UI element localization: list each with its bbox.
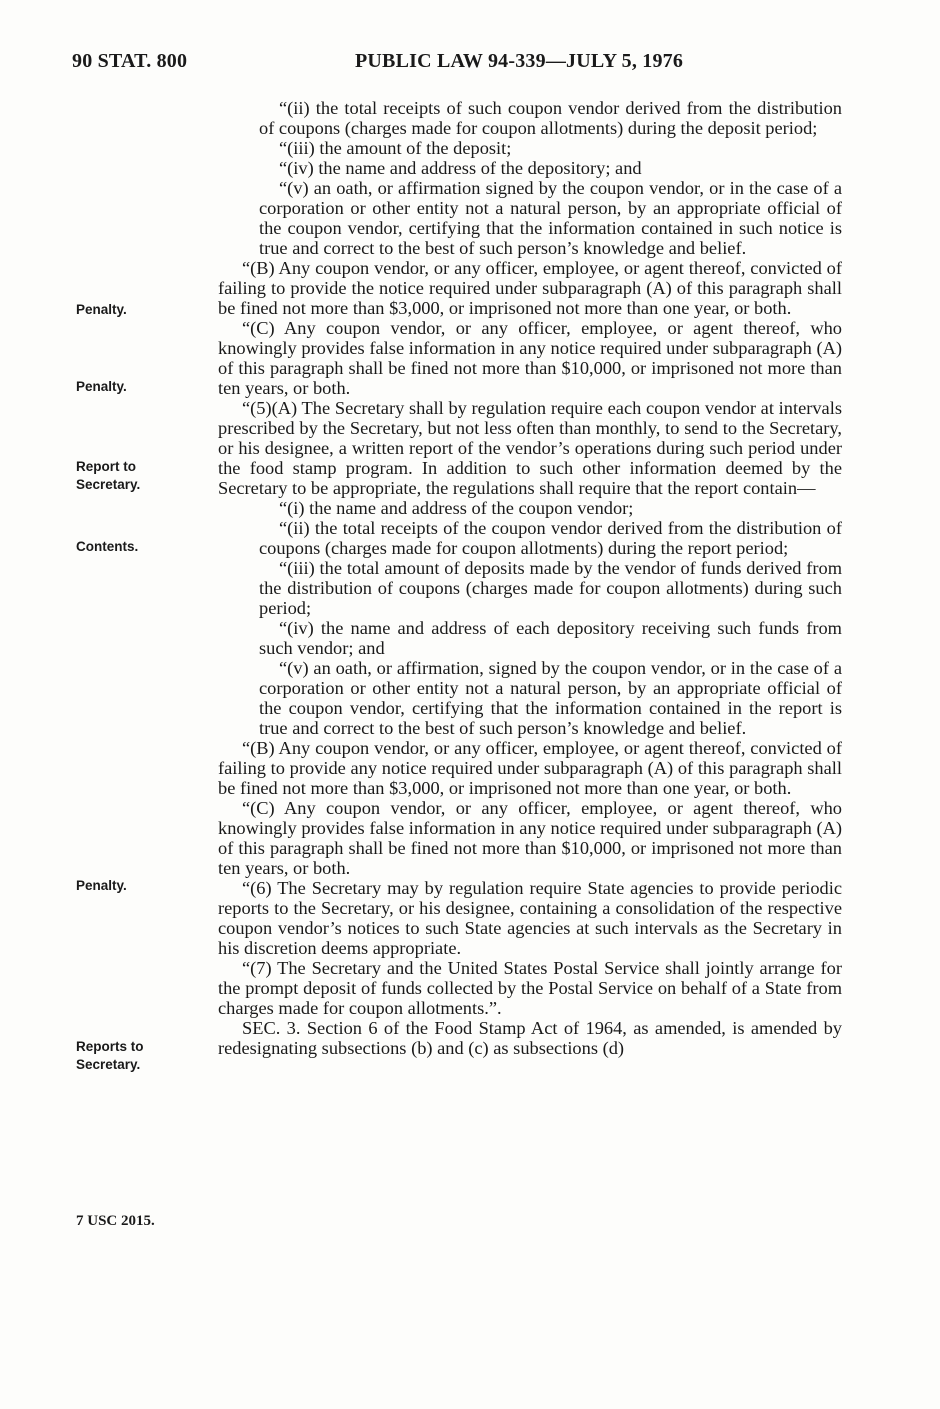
statute-paragraph: “(B) Any coupon vendor, or any officer, employee, or agent thereof, convicted of failing to provide the notice required under subparagraph (A) of this paragraph shall be fined not more than $3,000, or imprisoned not more than one year, or both. bbox=[218, 258, 842, 318]
statute-paragraph: “(i) the name and address of the coupon vendor; bbox=[279, 498, 634, 518]
statute-paragraph: “(C) Any coupon vendor, or any officer, employee, or agent thereof, who knowingly provides false information in any notice required under subparagraph (A) of this paragraph shall be fined not more than $10,000, or imprisoned not more than ten years, or both. bbox=[218, 318, 842, 398]
margin-note-reports-to-secretary: Reports to Secretary. bbox=[76, 1039, 144, 1072]
statute-paragraph: “(v) an oath, or affirmation, signed by the coupon vendor, or in the case of a corporation or other entity not a natural person, by an appropriate official of the coupon vendor, certifying that the information contained in the report is true and correct to the best of such person’s knowledge and belief. bbox=[259, 658, 842, 738]
statute-paragraph: “(C) Any coupon vendor, or any officer, employee, or agent thereof, who knowingly provides false information in any notice required under subparagraph (A) of this paragraph shall be fined not more than $10,000, or imprisoned not more than ten years, or both. bbox=[218, 798, 842, 878]
statute-paragraph: “(ii) the total receipts of such coupon vendor derived from the distribution of coupons (charges made for coupon allotments) during the deposit period; bbox=[259, 98, 842, 138]
statute-paragraph: “(B) Any coupon vendor, or any officer, employee, or agent thereof, convicted of failing to provide any notice required under subparagraph (A) of this paragraph shall be fined not more than $3,000, or imprisoned not more than one year, or both. bbox=[218, 738, 842, 798]
statute-paragraph: “(iii) the amount of the deposit; bbox=[279, 138, 512, 158]
margin-note-penalty: Penalty. bbox=[76, 379, 127, 394]
statute-paragraph: “(v) an oath, or affirmation signed by the coupon vendor, or in the case of a corporation or other entity not a natural person, by an appropriate official of the coupon vendor, certifying that the information contained in such notice is true and correct to the best of such person’s knowledge and belief. bbox=[259, 178, 842, 258]
margin-note-penalty: Penalty. bbox=[76, 302, 127, 317]
statute-paragraph: “(iv) the name and address of each depository receiving such funds from such vendor; and bbox=[259, 618, 842, 658]
margin-note-contents: Contents. bbox=[76, 539, 139, 554]
statute-text bbox=[218, 98, 842, 1058]
statute-paragraph: “(5)(A) The Secretary shall by regulation require each coupon vendor at intervals prescribed by the Secretary, but not less often than monthly, to send to the Secretary, or his designee, a written report of the vendor’s operations during such period under the food stamp program. In addition to such other information deemed by the Secretary to be appropriate, the regulations shall require that the report contain— bbox=[218, 398, 842, 498]
statute-paragraph: “(7) The Secretary and the United States Postal Service shall jointly arrange for the prompt deposit of funds collected by the Postal Service on behalf of a State from charges made for coupon allotments.”. bbox=[218, 958, 842, 1018]
margin-note-report-to-secretary: Report to Secretary. bbox=[76, 459, 141, 492]
statute-paragraph: “(iv) the name and address of the depository; and bbox=[279, 158, 642, 178]
page-stat-number: 90 STAT. 800 bbox=[72, 50, 188, 72]
statute-paragraph: SEC. 3. Section 6 of the Food Stamp Act of 1964, as amended, is amended by redesignating subsections (b) and (c) as subsections (d) bbox=[218, 1018, 842, 1058]
statute-paragraph: “(iii) the total amount of deposits made by the vendor of funds derived from the distribution of coupons (charges made for coupon allotments) during such period; bbox=[259, 558, 842, 618]
statute-paragraph: “(6) The Secretary may by regulation require State agencies to provide periodic reports to the Secretary, or his designee, containing a consolidation of the respective coupon vendor’s notices to such State agencies at such intervals as the Secretary in his discretion deems appropriate. bbox=[218, 878, 842, 958]
margin-note-usc-citation: 7 USC 2015. bbox=[76, 1213, 155, 1229]
margin-note-penalty: Penalty. bbox=[76, 878, 127, 893]
running-header: PUBLIC LAW 94-339—JULY 5, 1976 bbox=[355, 50, 684, 72]
statute-paragraph: “(ii) the total receipts of the coupon vendor derived from the distribution of coupons (charges made for coupon allotments) during the report period; bbox=[259, 518, 842, 558]
